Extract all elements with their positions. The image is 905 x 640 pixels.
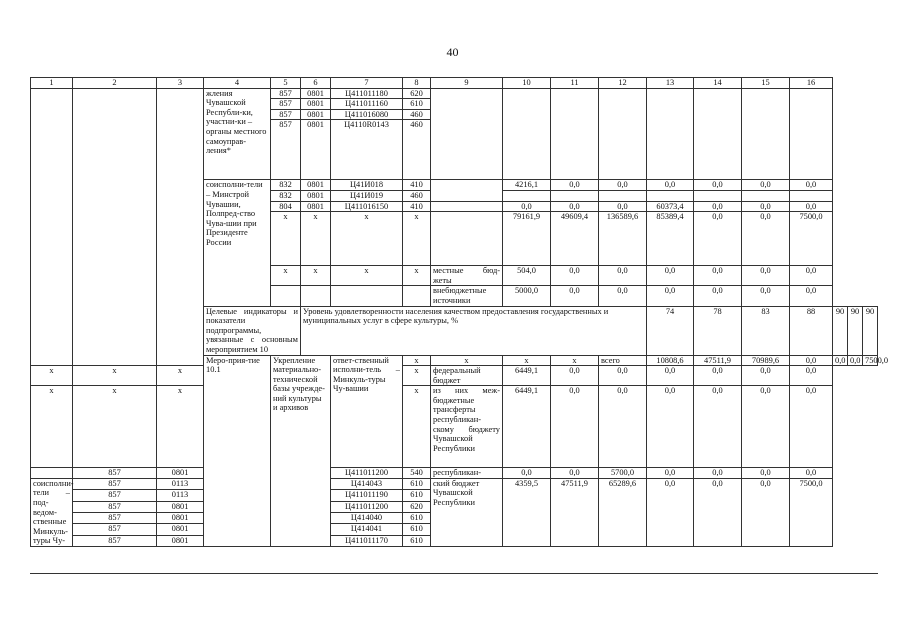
value-cell: 0,0 bbox=[694, 478, 742, 546]
value-cell: 0,0 bbox=[647, 266, 694, 286]
source-cell: всего bbox=[599, 355, 647, 366]
value-cell: 0,0 bbox=[694, 386, 742, 468]
table-cell: Ц414040 bbox=[331, 512, 403, 523]
table-cell: 0801 bbox=[157, 512, 204, 523]
value-cell: 0,0 bbox=[790, 366, 833, 386]
table-cell bbox=[503, 190, 551, 201]
value-cell: 7500,0 bbox=[863, 355, 878, 366]
value-cell: 7500,0 bbox=[790, 212, 833, 266]
table-cell bbox=[331, 286, 403, 306]
column-number: 16 bbox=[790, 78, 833, 89]
code-cell: 857 bbox=[271, 99, 301, 110]
value-cell: 85389,4 bbox=[647, 212, 694, 266]
source-cell: местные бюд-жеты bbox=[431, 266, 503, 286]
table-cell bbox=[647, 190, 694, 201]
table-cell bbox=[599, 190, 647, 201]
value-cell: 5700,0 bbox=[599, 468, 647, 479]
table-cell: 832 bbox=[271, 190, 301, 201]
value-cell: 0,0 bbox=[599, 366, 647, 386]
table-cell: х bbox=[157, 366, 204, 386]
table-cell: 0801 bbox=[157, 501, 204, 512]
value-cell: 65289,6 bbox=[599, 478, 647, 546]
table-cell: 857 bbox=[73, 524, 157, 535]
table-cell: Ц414041 bbox=[331, 524, 403, 535]
value-cell: 0,0 bbox=[551, 180, 599, 191]
code-cell: 460 bbox=[403, 109, 431, 120]
table-cell bbox=[503, 88, 551, 180]
code-cell: 460 bbox=[403, 120, 431, 180]
table-cell: х bbox=[301, 266, 331, 286]
value-cell: 0,0 bbox=[742, 468, 790, 479]
table-cell: 620 bbox=[403, 501, 431, 512]
code-cell: Ц411011180 bbox=[331, 88, 403, 99]
value-cell: 0,0 bbox=[599, 266, 647, 286]
code-cell: 857 bbox=[271, 88, 301, 99]
value-cell: 0,0 bbox=[647, 478, 694, 546]
value-cell: 47511,9 bbox=[551, 478, 599, 546]
value-cell: 0,0 bbox=[599, 201, 647, 212]
table-cell: х bbox=[31, 366, 73, 386]
table-cell bbox=[551, 190, 599, 201]
value-cell: 0,0 bbox=[503, 468, 551, 479]
value-cell: 136589,6 bbox=[599, 212, 647, 266]
table-cell: 857 bbox=[73, 468, 157, 479]
value-cell: 0,0 bbox=[694, 201, 742, 212]
page-number: 40 bbox=[446, 45, 459, 59]
table-cell: х bbox=[73, 386, 157, 468]
value-cell: 0,0 bbox=[551, 468, 599, 479]
value-cell: 0,0 bbox=[551, 366, 599, 386]
table-cell: 0113 bbox=[157, 478, 204, 489]
table-cell: х bbox=[551, 355, 599, 366]
value-cell: 0,0 bbox=[694, 286, 742, 306]
table-cell: Ц41И018 bbox=[331, 180, 403, 191]
table-cell bbox=[647, 88, 694, 180]
value-cell: 0,0 bbox=[647, 468, 694, 479]
table-cell: 540 bbox=[403, 468, 431, 479]
column-number: 13 bbox=[647, 78, 694, 89]
table-cell: х bbox=[403, 366, 431, 386]
table-cell: 410 bbox=[403, 180, 431, 191]
column-number: 8 bbox=[403, 78, 431, 89]
column-number: 1 bbox=[31, 78, 73, 89]
coexecutor-cell: соисполни-тели – под-ведом-ственные Минкуль-туры Чу- bbox=[31, 478, 73, 546]
value-cell: 49609,4 bbox=[551, 212, 599, 266]
column-number: 15 bbox=[742, 78, 790, 89]
table-cell: 410 bbox=[403, 201, 431, 212]
table-cell: 0801 bbox=[157, 535, 204, 546]
table-cell: 460 bbox=[403, 190, 431, 201]
table-cell: 857 bbox=[73, 478, 157, 489]
table-row bbox=[31, 88, 878, 99]
value-cell: 78 bbox=[694, 306, 742, 355]
value-cell: 0,0 bbox=[503, 201, 551, 212]
code-cell: 0801 bbox=[301, 120, 331, 180]
table-cell bbox=[599, 88, 647, 180]
table-cell: 0801 bbox=[157, 524, 204, 535]
value-cell: 0,0 bbox=[694, 366, 742, 386]
table-cell bbox=[790, 190, 833, 201]
value-cell: 6449,1 bbox=[503, 386, 551, 468]
table-cell bbox=[431, 180, 503, 201]
table-cell: 857 bbox=[73, 535, 157, 546]
table-cell: 0801 bbox=[301, 190, 331, 201]
table-cell: х bbox=[73, 366, 157, 386]
table-cell: х bbox=[301, 212, 331, 266]
table-cell: 610 bbox=[403, 524, 431, 535]
column-number: 6 bbox=[301, 78, 331, 89]
value-cell: 0,0 bbox=[790, 286, 833, 306]
code-cell: 857 bbox=[271, 109, 301, 120]
value-cell: 0,0 bbox=[551, 286, 599, 306]
value-cell: 4359,5 bbox=[503, 478, 551, 546]
value-cell: 0,0 bbox=[742, 386, 790, 468]
table-cell: х bbox=[331, 266, 403, 286]
value-cell: 0,0 bbox=[647, 386, 694, 468]
value-cell: 10808,6 bbox=[647, 355, 694, 366]
table-bottom-rule bbox=[30, 573, 878, 574]
table-cell: Ц411011200 bbox=[331, 468, 403, 479]
code-cell: 620 bbox=[403, 88, 431, 99]
value-cell: 0,0 bbox=[647, 366, 694, 386]
value-cell: 0,0 bbox=[790, 468, 833, 479]
coexecutor-cell: соисполни-тели – Минстрой Чувашии, Полпред-ство Чува-шии при Президенте России bbox=[204, 180, 271, 306]
code-cell: 0801 bbox=[301, 99, 331, 110]
column-number: 14 bbox=[694, 78, 742, 89]
table-cell bbox=[271, 286, 301, 306]
table-cell: Ц411011170 bbox=[331, 535, 403, 546]
table-cell bbox=[31, 88, 73, 366]
value-cell: 6449,1 bbox=[503, 366, 551, 386]
budget-table bbox=[30, 77, 889, 547]
targets-text: Уровень удовлетворенности населения качеством предоставления государственных и муниципальных услуг в сфере культуры, % bbox=[301, 306, 647, 355]
table-cell: 610 bbox=[403, 490, 431, 501]
column-number: 11 bbox=[551, 78, 599, 89]
column-number: 9 bbox=[431, 78, 503, 89]
value-cell: 0,0 bbox=[833, 355, 848, 366]
value-cell: 0,0 bbox=[599, 386, 647, 468]
value-cell: 88 bbox=[790, 306, 833, 355]
code-cell: 0801 bbox=[301, 88, 331, 99]
value-cell: 0,0 bbox=[694, 180, 742, 191]
value-cell: 0,0 bbox=[551, 266, 599, 286]
value-cell: 0,0 bbox=[742, 266, 790, 286]
value-cell: 60373,4 bbox=[647, 201, 694, 212]
code-cell: 610 bbox=[403, 99, 431, 110]
table-cell: 610 bbox=[403, 512, 431, 523]
source-cell: из них меж-бюджетные трансферты республикан-скому бюджету Чувашской Республики bbox=[431, 386, 503, 468]
source-cell: ский бюджет Чувашской Республики bbox=[431, 478, 503, 546]
value-cell: 90 bbox=[833, 306, 848, 355]
code-cell: 857 bbox=[271, 120, 301, 180]
table-cell bbox=[73, 88, 157, 366]
table-cell: х bbox=[403, 212, 431, 266]
value-cell: 0,0 bbox=[551, 386, 599, 468]
value-cell: 0,0 bbox=[742, 180, 790, 191]
table-cell bbox=[431, 212, 503, 266]
value-cell: 79161,9 bbox=[503, 212, 551, 266]
measure-number: Меро-прия-тие 10.1 bbox=[204, 355, 271, 547]
table-cell: 0801 bbox=[301, 180, 331, 191]
table-cell: 610 bbox=[403, 535, 431, 546]
column-number: 3 bbox=[157, 78, 204, 89]
table-row bbox=[31, 366, 878, 386]
table-cell: 804 bbox=[271, 201, 301, 212]
code-cell: Ц411011160 bbox=[331, 99, 403, 110]
value-cell: 0,0 bbox=[599, 180, 647, 191]
value-cell: 0,0 bbox=[694, 212, 742, 266]
table-cell bbox=[157, 88, 204, 366]
value-cell: 0,0 bbox=[790, 355, 833, 366]
value-cell: 0,0 bbox=[790, 266, 833, 286]
targets-label: Целевые индикаторы и показатели подпрограммы, увязанные с основным мероприятием 10 bbox=[204, 306, 301, 355]
table-cell: Ц411011190 bbox=[331, 490, 403, 501]
table-cell bbox=[790, 88, 833, 180]
value-cell: 0,0 bbox=[742, 212, 790, 266]
value-cell: 0,0 bbox=[647, 180, 694, 191]
table-cell bbox=[694, 190, 742, 201]
table-cell bbox=[742, 88, 790, 180]
table-cell bbox=[301, 286, 331, 306]
column-number: 10 bbox=[503, 78, 551, 89]
table-cell: х bbox=[403, 355, 431, 366]
table-cell: х bbox=[271, 212, 301, 266]
table-cell: 857 bbox=[73, 512, 157, 523]
table-cell: Ц414043 bbox=[331, 478, 403, 489]
table-cell: Ц411016150 bbox=[331, 201, 403, 212]
table-cell: 857 bbox=[73, 501, 157, 512]
code-cell: Ц411016080 bbox=[331, 109, 403, 120]
table-cell bbox=[431, 201, 503, 212]
value-cell: 70989,6 bbox=[742, 355, 790, 366]
table-cell bbox=[694, 88, 742, 180]
table-cell: х bbox=[403, 266, 431, 286]
table-cell: х bbox=[503, 355, 551, 366]
table-cell: 610 bbox=[403, 478, 431, 489]
value-cell: 0,0 bbox=[694, 468, 742, 479]
value-cell: 4216,1 bbox=[503, 180, 551, 191]
table-cell bbox=[431, 88, 503, 180]
table-cell: х bbox=[157, 386, 204, 468]
value-cell: 0,0 bbox=[742, 286, 790, 306]
table-row bbox=[31, 386, 878, 468]
table-row bbox=[31, 468, 878, 479]
value-cell: 83 bbox=[742, 306, 790, 355]
value-cell: 7500,0 bbox=[790, 478, 833, 546]
value-cell: 5000,0 bbox=[503, 286, 551, 306]
value-cell: 47511,9 bbox=[694, 355, 742, 366]
responsible-executor: ответ-ственный исполни-тель – Минкуль-туры Чу-вашии bbox=[331, 355, 403, 468]
value-cell: 90 bbox=[863, 306, 878, 355]
value-cell: 0,0 bbox=[742, 201, 790, 212]
value-cell: 90 bbox=[848, 306, 863, 355]
value-cell: 504,0 bbox=[503, 266, 551, 286]
table-cell: х bbox=[271, 266, 301, 286]
table-cell: Ц411011200 bbox=[331, 501, 403, 512]
value-cell: 0,0 bbox=[599, 286, 647, 306]
column-number: 5 bbox=[271, 78, 301, 89]
source-cell: внебюджетные источники bbox=[431, 286, 503, 306]
value-cell: 0,0 bbox=[694, 266, 742, 286]
table-cell: х bbox=[31, 386, 73, 468]
code-cell: Ц4110R0143 bbox=[331, 120, 403, 180]
source-cell: федеральный бюджет bbox=[431, 366, 503, 386]
value-cell: 0,0 bbox=[551, 201, 599, 212]
table-cell: 0801 bbox=[157, 468, 204, 479]
executor-cell: жления Чувашской Республи-ки, участни-ки – органы местного самоуправ-ления* bbox=[204, 88, 271, 180]
table-row bbox=[31, 478, 878, 489]
value-cell: 74 bbox=[647, 306, 694, 355]
column-number: 2 bbox=[73, 78, 157, 89]
column-number: 4 bbox=[204, 78, 271, 89]
value-cell: 0,0 bbox=[742, 366, 790, 386]
table-cell: 857 bbox=[73, 490, 157, 501]
table-cell bbox=[551, 88, 599, 180]
table-cell: 0113 bbox=[157, 490, 204, 501]
code-cell: 0801 bbox=[301, 109, 331, 120]
table-row bbox=[31, 78, 878, 89]
source-cell: республикан- bbox=[431, 468, 503, 479]
table-cell: Ц41И019 bbox=[331, 190, 403, 201]
table-cell bbox=[31, 468, 73, 479]
value-cell: 0,0 bbox=[742, 478, 790, 546]
column-number: 7 bbox=[331, 78, 403, 89]
table-cell bbox=[742, 190, 790, 201]
value-cell: 0,0 bbox=[790, 180, 833, 191]
value-cell: 0,0 bbox=[790, 201, 833, 212]
table-cell: х bbox=[331, 212, 403, 266]
column-number: 12 bbox=[599, 78, 647, 89]
table-cell: х bbox=[431, 355, 503, 366]
table-cell bbox=[403, 286, 431, 306]
value-cell: 0,0 bbox=[647, 286, 694, 306]
value-cell: 0,0 bbox=[790, 386, 833, 468]
value-cell: 0,0 bbox=[848, 355, 863, 366]
table-cell: 832 bbox=[271, 180, 301, 191]
table-cell: х bbox=[403, 386, 431, 468]
table-cell: 0801 bbox=[301, 201, 331, 212]
measure-name: Укрепление материально-технической базы учрежде-ний культуры и архивов bbox=[271, 355, 331, 547]
